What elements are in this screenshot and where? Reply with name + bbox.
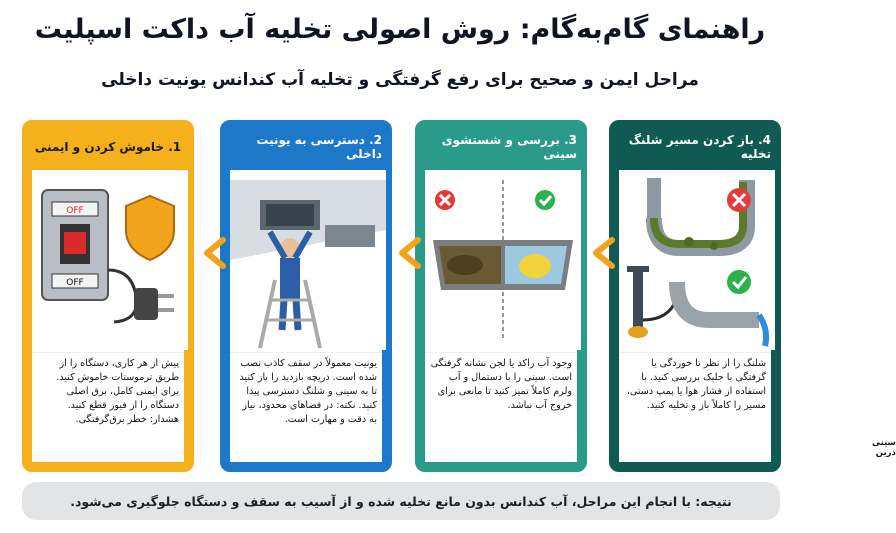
step-text-2: یونیت معمولاً در سقف کاذب نصب شده است. دریچه بازدید را باز کنید تا به سینی و شلنگ دسترسی پیدا کنید. نکته: در فضاهای محدود، نیاز به دقت و مهارت است.: [230, 352, 382, 462]
arrow-left-icon: [392, 236, 418, 270]
switch-bottom-label: OFF: [66, 278, 84, 288]
technician-ladder-icon: [230, 170, 386, 350]
step-title-4: 4. باز کردن مسیر شلنگ تخلیه: [628, 133, 771, 161]
page-subtitle: مراحل ایمن و صحیح برای رفع گرفتگی و تخلیه آب کندانس یونیت داخلی: [101, 70, 699, 90]
step-card-2: [220, 120, 392, 472]
step-card-1: [22, 120, 194, 472]
step-title-1: 1. خاموش کردن و ایمنی: [34, 140, 182, 154]
tray-label: سینی درین: [872, 438, 896, 458]
drain-tray-icon: [425, 170, 581, 350]
step-text-1: پیش از هر کاری، دستگاه را از طریق ترموستات خاموش کنید. برای ایمنی کامل، برق اصلی دستگاه را از فیوز قطع کنید. هشدار: خطر برق‌گرفتگی.: [32, 352, 184, 462]
conclusion-banner: نتیجه: با انجام این مراحل، آب کندانس بدون مانع تخلیه شده و از آسیب به سقف و دستگاه جلوگیری می‌شود.: [22, 482, 780, 520]
ok-mark-icon: [535, 190, 555, 210]
arrow-left-icon: [197, 236, 223, 270]
step-text-4: شلنگ را از نظر تا خوردگی یا گرفتگی با جلبک بررسی کنید. با استفاده از فشار هوا یا پمپ دستی، مسیر را کاملاً باز و تخلیه کنید.: [619, 352, 771, 462]
plug-icon: [134, 288, 158, 320]
step-card-4: [609, 120, 781, 472]
ok-mark-icon: [727, 270, 751, 294]
power-switch-icon: [32, 170, 188, 350]
page-title: راهنمای گام‌به‌گام: روش اصولی تخلیه آب داکت اسپلیت: [34, 14, 766, 45]
drain-hose-icon: [619, 170, 775, 350]
switch-top-label: OFF: [66, 206, 84, 216]
step-title-2: 2. دسترسی به یونیت داخلی: [256, 133, 382, 161]
step-text-3: وجود آب راکد یا لجن نشانه گرفتگی است. سینی را با دستمال و آب ولرم کاملاً تمیز کنید تا مانعی برای خروج آب نباشد.: [425, 352, 577, 462]
arrow-left-icon: [586, 236, 612, 270]
step-title-3: 3. بررسی و شستشوی سینی: [441, 133, 577, 161]
sponge-icon: [519, 254, 551, 278]
